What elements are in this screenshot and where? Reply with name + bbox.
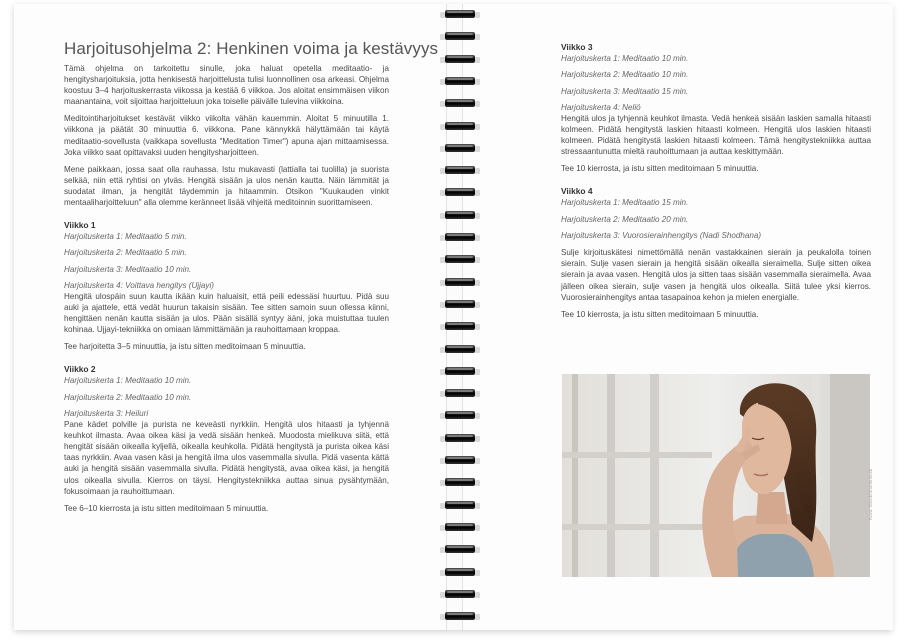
week-4-closing: Tee 10 kierrosta, ja istu sitten meditoimaan 5 minuuttia. <box>561 309 759 319</box>
spiral-binding <box>438 8 482 628</box>
week-1-session-3: Harjoituskerta 3: Meditaatio 10 min. <box>64 264 192 274</box>
meditation-photo-illustration <box>562 374 870 577</box>
left-page <box>14 4 447 630</box>
spiral-coil <box>438 253 482 267</box>
week-1-instructions: Hengitä ulospäin suun kautta ikään kuin haluaisit, että peili edessäsi huurtuu. Pidä suu auki ja ajattele, että vedät huurun takaisin sisään. Tee sitten samoin suun ollessa kiinni, hengittäen nenän kautta sisään ja ulos. Pään sisällä syntyy ääni, joka muistuttaa tuulen kohinaa. Ujjayi-tekniikka on omiaan lämmittämään ja rauhoittamaan kroppaa. <box>64 292 389 335</box>
week-1-session-4: Harjoituskerta 4: Voittava hengitys (Ujjayi) <box>64 281 214 291</box>
week-3-closing: Tee 10 kierrosta, ja istu sitten meditoimaan 5 minuuttia. <box>561 164 759 174</box>
week-1-closing: Tee harjoitetta 3–5 minuuttia, ja istu sitten meditoimaan 5 minuuttia. <box>64 342 306 352</box>
spiral-coil <box>438 566 482 580</box>
week-3-session-4: Harjoituskerta 4: Neliö <box>561 102 641 112</box>
spiral-coil <box>438 521 482 535</box>
week-2-session-1: Harjoituskerta 1: Meditaatio 10 min. <box>64 376 192 386</box>
week-3-session-3: Harjoituskerta 3: Meditaatio 15 min. <box>561 86 689 96</box>
week-2-session-3: Harjoituskerta 3: Heiluri <box>64 409 149 419</box>
spiral-coil <box>438 588 482 602</box>
week-3-heading: Viikko 3 <box>561 42 593 52</box>
week-4-heading: Viikko 4 <box>561 186 593 197</box>
week-1-heading: Viikko 1 <box>64 220 96 231</box>
spiral-coil <box>438 476 482 490</box>
spiral-coil <box>438 409 482 423</box>
spiral-coil <box>438 120 482 134</box>
right-page-content <box>561 42 871 326</box>
intro-paragraph-1: Tämä ohjelma on tarkoitettu sinulle, joka haluat opetella meditaatio- ja hengitysharjoituksia, jotta henkisestä harjoittelusta tulisi luonnollinen osa arkeasi. Ohjelma koostuu 3–4 harjoituskerrasta viikossa ja kestää 6 viikkoa. Jos aloitat ensimmäisen viikon maanantaina, voit sijoittaa harjoitteluun joka toiselle päivälle tulevina viikkoina. <box>64 64 389 107</box>
spiral-coil <box>438 343 482 357</box>
spiral-coil <box>438 365 482 379</box>
week-4-session-3: Harjoituskerta 3: Vuorosierainhengitys (Nadi Shodhana) <box>561 230 762 240</box>
left-page-content <box>64 39 439 520</box>
spiral-coil <box>438 543 482 557</box>
spiral-coil <box>438 8 482 22</box>
photo-credit: Kuva: iStock/Shutterstock <box>868 468 873 520</box>
spiral-coil <box>438 298 482 312</box>
spiral-coil <box>438 75 482 89</box>
spiral-coil <box>438 53 482 67</box>
spiral-coil <box>438 231 482 245</box>
week-4-session-2: Harjoituskerta 2: Meditaatio 20 min. <box>561 214 689 224</box>
spiral-coil <box>438 276 482 290</box>
intro-paragraph-2: Meditointiharjoitukset kestävät viikko viikolta vähän kauemmin. Aloitat 5 minuutilla 1. viikkona ja päätät 30 minuuttia 6. viikkona. Pane kännykkä hälyttämään tai käytä meditaatio-sovellusta (vaikkapa sovellusta "Meditation Timer") apuna ajan mittaamisessa. Joka viikko saat opittavaksi uuden hengitysharjoitteen. <box>64 114 389 157</box>
spiral-coil <box>438 610 482 624</box>
spiral-coil <box>438 164 482 178</box>
week-2-instructions: Pane kädet polville ja purista ne keveästi nyrkkiin. Hengitä ulos hitaasti ja tyhjennä keuhkot ilmasta. Avaa oikea käsi ja vedä sisään henkeä. Muodosta mielikuva siitä, että hengität sisään oikealla kyljellä, oikealla keuhkolla. Pidätä hengitystä ja purista oikea käsi taas nyrkkiin. Avaa vasen käsi ja hengitä ilma ulos vasemmalla sivulla. Pidä vasenta kättä auki ja hengitä sisään vasemmalla sivulla. Pidätä hengitystä, avaa oikea käsi, ja hengitä ulos oikealla sivulla. Kierros on täysi. Hengitystekniikka auttaa sinua pysähtymään, fokusoimaan ja rauhoittumaan. <box>64 420 389 496</box>
week-4-instructions: Sulje kirjoituskätesi nimettömällä nenän vastakkainen sierain ja peukalolla toinen sierain. Sulje vasen sierain ja hengitä sisään oikealla sieraimella. Sulje sitten oikea sierain ja avaa vasen. Hengitä ulos ja sitten taas sisään vasemmalla sieraimella. Avaa jälleen oikea sierain, sulje vasen ja hengitä ulos oikealla. Siitä tulee yksi kierros. Vuorosierainhengitys antaa tasapainoa kehon ja mielen energialle. <box>561 248 871 302</box>
week-1-session-1: Harjoituskerta 1: Meditaatio 5 min. <box>64 232 187 242</box>
spiral-coil <box>438 387 482 401</box>
spiral-coil <box>438 186 482 200</box>
spiral-coil <box>438 209 482 223</box>
spiral-coil <box>438 454 482 468</box>
week-3-session-1: Harjoituskerta 1: Meditaatio 10 min. <box>561 54 689 63</box>
page-title: Harjoitusohjelma 2: Henkinen voima ja kestävyys <box>64 39 439 58</box>
week-2-heading: Viikko 2 <box>64 364 96 375</box>
week-1-session-2: Harjoituskerta 2: Meditaatio 5 min. <box>64 248 187 258</box>
week-4-session-1: Harjoituskerta 1: Meditaatio 15 min. <box>561 198 689 208</box>
intro-paragraph-3: Mene paikkaan, jossa saat olla rauhassa. Istu mukavasti (lattialla tai tuolilla) ja suorista selkää, niin että ryhtisi on ylväs. Hengitä sisään ja ulos nenän kautta. Näin lämmität ja suodatat ilman, ja hengität täydemmin ja hitaammin. Otsikon "Kuukauden vinkit mentaaliharjoitteluun" alla olemme keränneet lisää vihjeitä meditoinnin suorittamiseen. <box>64 164 389 208</box>
spiral-coil <box>438 432 482 446</box>
spiral-coil <box>438 97 482 111</box>
spiral-coil <box>438 30 482 44</box>
week-3-session-2: Harjoituskerta 2: Meditaatio 10 min. <box>561 70 689 80</box>
spiral-coil <box>438 142 482 156</box>
week-2-closing: Tee 6–10 kierrosta ja istu sitten meditoimaan 5 minuuttia. <box>64 503 269 513</box>
week-2-session-2: Harjoituskerta 2: Meditaatio 10 min. <box>64 392 192 402</box>
spiral-coil <box>438 320 482 334</box>
spiral-coil <box>438 499 482 513</box>
week-3-instructions: Hengitä ulos ja tyhjennä keuhkot ilmasta. Vedä henkeä sisään laskien samalla hitaasti kolmeen. Pidätä hengitystä laskien hitaasti kolmeen. Hengitä ulos laskien hitaasti kolmeen. Pidätä hengitystä laskien hitaasti kolmeen. Tämä hengitystekniikka auttaa stressaantunutta mieltä rauhoittumaan ja auttaa keskittymään. <box>561 113 871 157</box>
meditation-photo <box>562 374 870 577</box>
